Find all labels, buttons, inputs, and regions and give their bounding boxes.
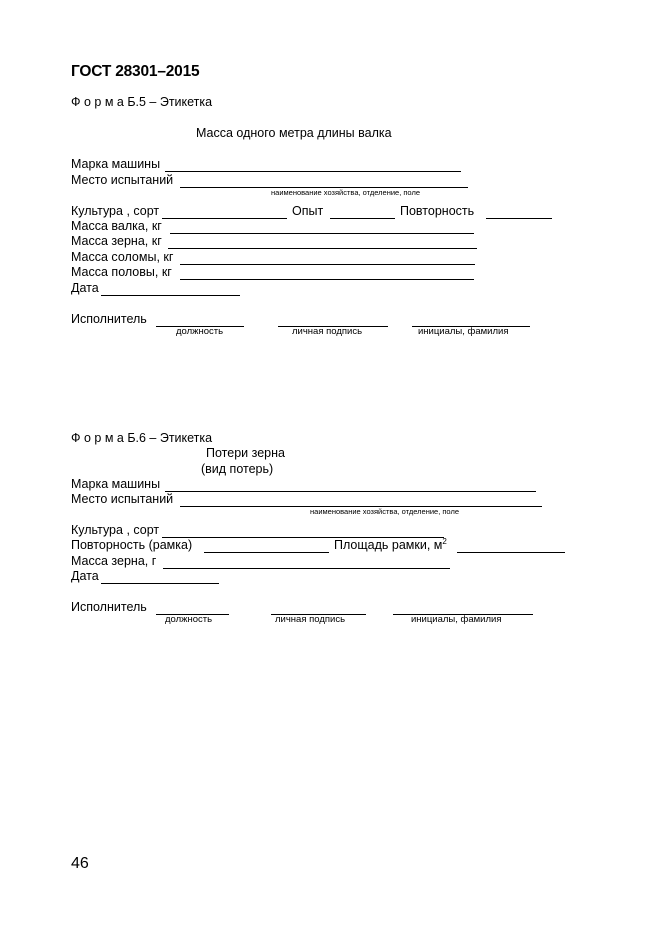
form6-machine-label: Марка машины [71, 477, 161, 491]
page-number: 46 [71, 855, 89, 872]
form6-executor-label: Исполнитель [71, 600, 147, 614]
form6-heading: Потери зерна [206, 446, 285, 460]
form5-straw-mass-field[interactable] [180, 264, 475, 265]
form5-culture-field[interactable] [162, 218, 287, 219]
form5-grain-mass-field[interactable] [168, 248, 477, 249]
form6-name-hint: инициалы, фамилия [411, 614, 502, 625]
form5-signature-hint: личная подпись [292, 326, 363, 337]
form5-executor-label: Исполнитель [71, 312, 147, 326]
form5-place-hint: наименование хозяйства, отделение, поле [271, 188, 420, 197]
form5-machine-label: Марка машины [71, 157, 161, 171]
form6-subheading: (вид потерь) [201, 462, 274, 476]
form6-position-hint: должность [165, 614, 213, 625]
form6-place-label: Место испытаний [71, 492, 174, 506]
form6-repetition-frame-label: Повторность (рамка) [71, 538, 193, 552]
form6-culture-label: Культура , сорт [71, 523, 160, 537]
form5-machine-field[interactable] [165, 171, 461, 172]
form5-culture-label: Культура , сорт [71, 204, 160, 218]
form5-repetition-label: Повторность [400, 204, 475, 218]
form6-signature-hint: личная подпись [275, 614, 346, 625]
form6-frame-area-exponent: 2 [442, 536, 447, 546]
form5-place-label: Место испытаний [71, 173, 174, 187]
form6-grain-mass-label: Масса зерна, г [71, 554, 157, 568]
form5-name-hint: инициалы, фамилия [418, 326, 509, 337]
form5-swath-mass-field[interactable] [170, 233, 474, 234]
standard-title: ГОСТ 28301–2015 [71, 63, 200, 80]
form5-experiment-label: Опыт [292, 204, 324, 218]
form6-date-label: Дата [71, 569, 99, 583]
form6-grain-mass-field[interactable] [163, 568, 450, 569]
form6-machine-field[interactable] [165, 491, 536, 492]
form6-frame-area-label: Площадь рамки, $м^2$ [334, 536, 447, 552]
form6-date-field[interactable] [101, 583, 219, 584]
form6-frame-area-field[interactable] [457, 552, 565, 553]
form5-grain-mass-label: Масса зерна, кг [71, 234, 162, 248]
form6-repetition-frame-field[interactable] [204, 552, 329, 553]
form5-date-label: Дата [71, 281, 99, 295]
form6-title: Ф о р м а Б.6 – Этикетка [71, 431, 213, 445]
form5-experiment-field[interactable] [330, 218, 395, 219]
form5-date-field[interactable] [101, 295, 240, 296]
form5-heading: Масса одного метра длины валка [196, 126, 392, 140]
form5-swath-mass-label: Масса валка, кг [71, 219, 162, 233]
form5-chaff-mass-field[interactable] [180, 279, 474, 280]
form5-position-hint: должность [176, 326, 224, 337]
form5-repetition-field[interactable] [486, 218, 552, 219]
form5-title: Ф о р м а Б.5 – Этикетка [71, 95, 213, 109]
form6-place-hint: наименование хозяйства, отделение, поле [310, 507, 459, 516]
form5-chaff-mass-label: Масса половы, кг [71, 265, 172, 279]
form5-straw-mass-label: Масса соломы, кг [71, 250, 174, 264]
